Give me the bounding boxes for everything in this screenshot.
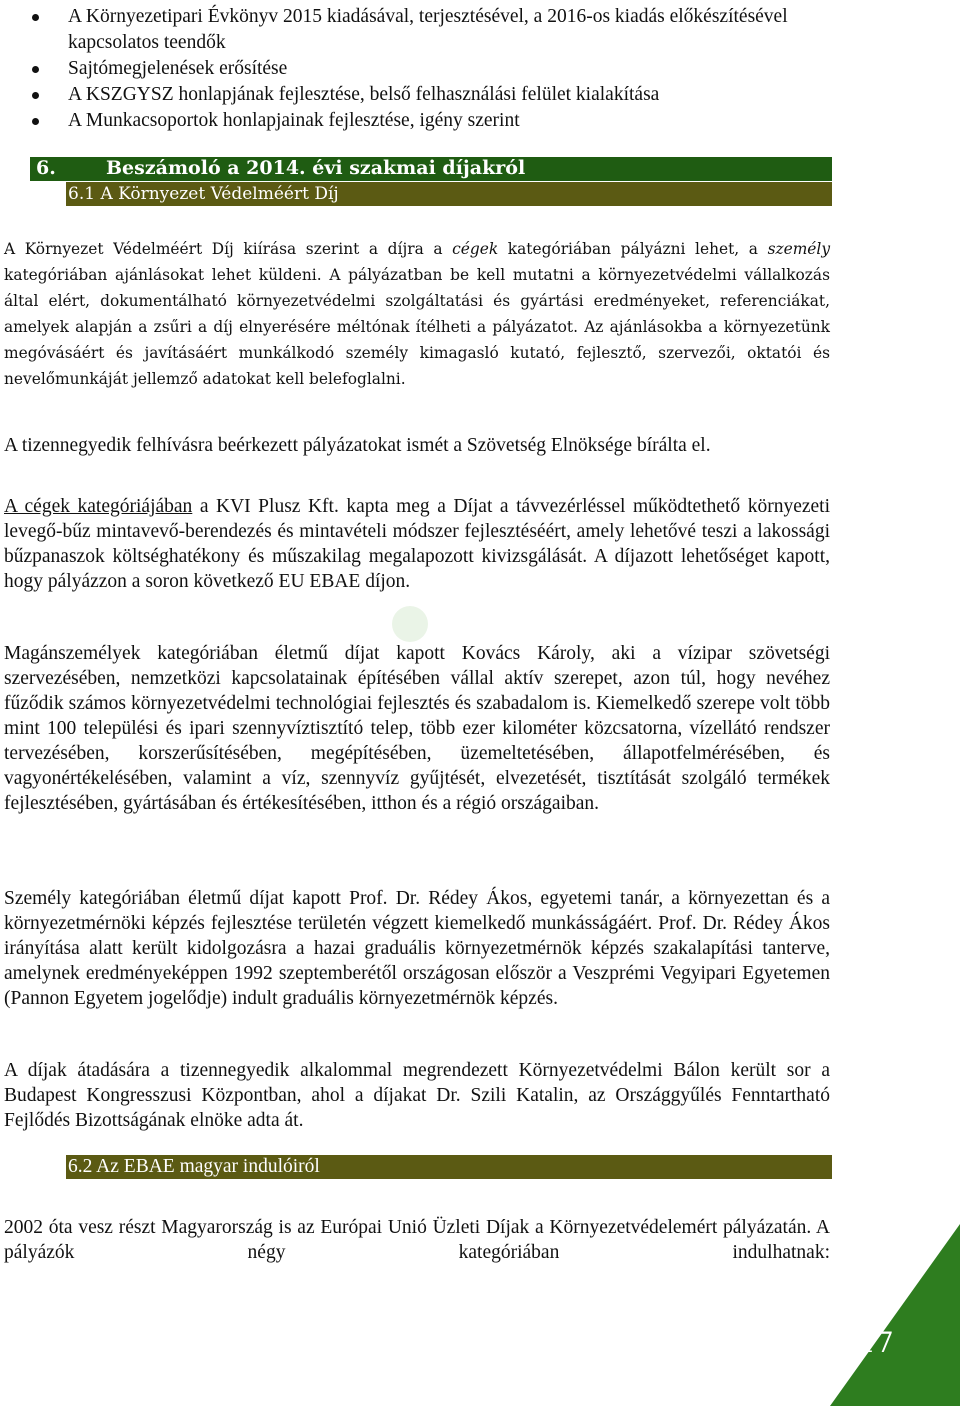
bullet-dot-icon xyxy=(32,92,39,99)
paragraph-person-winner: Személy kategóriában életmű díjat kapott Prof. Dr. Rédey Ákos, egyetemi tanár, a környezettan és a környezetmérnöki képzés fejlesztése területén végzett kiemelkedő munkásságáért. Prof. Dr. Rédey Ákos irányítása alatt került kidolgozásra a hazai graduális környezetmérnök képzés szakalapítási tanterve, amelynek eredményeképpen 1992 szeptemberétől országosan először a Veszprémi Vegyipari Egyetemen (Pannon Egyetem jogelődje) indult graduális környezetmérnök képzés. xyxy=(4,888,830,1009)
subsection-heading: 6.2 Az EBAE magyar indulóiról xyxy=(68,1156,320,1177)
bullet-dot-icon xyxy=(32,14,39,21)
list-item xyxy=(30,82,830,108)
paragraph-ceremony: A díjak átadására a tizennegyedik alkalommal megrendezett Környezetvédelmi Bálon került sor a Budapest Kongresszusi Központban, ahol a díjakat Dr. Szili Katalin, az Országgyűlés Fenntartható Fejlődés Bizottságának elnöke adta át. xyxy=(4,1060,830,1131)
list-item xyxy=(30,56,830,82)
task-bullet-list xyxy=(30,4,830,134)
subsection-heading: 6.1 A Környezet Védelméért Díj xyxy=(68,184,339,204)
section-number: 6. xyxy=(36,157,56,179)
list-item xyxy=(30,108,830,134)
section-heading: Beszámoló a 2014. évi szakmai díjakról xyxy=(106,157,526,179)
list-item-text: Sajtómegjelenések erősítése xyxy=(68,58,288,79)
list-item xyxy=(30,4,830,56)
paragraph-company-winner xyxy=(4,494,830,594)
list-item-text: A Környezetipari Évkönyv 2015 kiadásával, terjesztésével, a 2016-os kiadás előkészítésével kapcsolatos teendők xyxy=(68,6,788,53)
page-number: 17 xyxy=(858,1326,894,1359)
page-corner-decoration xyxy=(830,1224,960,1406)
italic-term: cégek xyxy=(452,240,499,258)
paragraph-ebae: 2002 óta vesz részt Magyarország is az Európai Unió Üzleti Díjak a Környezetvédelemért pályázatán. A pályázók négy kategóriában indulhatnak: xyxy=(4,1217,830,1263)
text-run: kategóriában ajánlásokat lehet küldeni. A pályázatban be kell mutatni a környezetvédelmi vállalkozás által elért, dokumentálható környezetvédelmi szolgáltatási és gyártási eredményeket, referenciákat, amelyek alapján a zsűri a díj elnyerésére méltónak ítélheti a pályázatot. Az ajánlásokba a környezetünk megóvásáért és javításáért munkálkodó személy kimagasló kutató, fejlesztő, szervezői, oktatói és nevelőmunkáját jellemző adatokat kell belefoglalni. xyxy=(4,266,830,388)
watermark-logo xyxy=(392,606,428,642)
underlined-term: A cégek kategóriájában xyxy=(4,496,193,517)
text-run: kategóriában pályázni lehet, a xyxy=(498,240,768,258)
bullet-dot-icon xyxy=(32,118,39,125)
paragraph-evaluation: A tizennegyedik felhívásra beérkezett pályázatokat ismét a Szövetség Elnöksége bírálta el. xyxy=(4,435,711,456)
italic-term: személy xyxy=(767,240,831,258)
corner-triangle xyxy=(830,1224,960,1406)
list-item-text: A KSZGYSZ honlapjának fejlesztése, belső felhasználási felület kialakítása xyxy=(68,84,660,105)
text-run: A Környezet Védelméért Díj kiírása szerint a díjra a xyxy=(4,240,453,258)
bullet-dot-icon xyxy=(32,66,39,73)
text-run: a KVI Plusz Kft. kapta meg a Díjat a távvezérléssel működtethető környezeti levegő-bűz mintavevő-berendezés és mintavételi módszer fejlesztéséért, amely lehetővé teszi a lakossági bűzpanaszok költséghatékony és műszakilag megalapozott kivizsgálását. A díjazott lehetőséget kapott, hogy pályázzon a soron következő EU EBAE díjon. xyxy=(4,496,830,592)
list-item-text: A Munkacsoportok honlapjainak fejlesztése, igény szerint xyxy=(68,110,520,131)
paragraph-award-rules xyxy=(4,236,830,392)
paragraph-private-winner: Magánszemélyek kategóriában életmű díjat kapott Kovács Károly, aki a vízipar szövetségi szervezésében, nemzetközi kapcsolatainak építésében vállal aktív szerepet, azon túl, hogy nevéhez fűződik számos környezetvédelmi technológiai fejlesztés és szabadalom is. Kiemelkedő szerepe volt több mint 100 települési és ipari szennyvíztisztító telep, több ezer kilométer közcsatorna, vízellátó rendszer tervezésében, korszerűsítésében, megépítésében, üzemeltetésében, állapotfelmérésében, és vagyonértékelésében, valamint a víz, szennyvíz gyűjtését, elvezetését, tisztítását szolgáló termékek fejlesztésében, gyártásában és értékesítésében, itthon és a régió országaiban. xyxy=(4,643,830,814)
